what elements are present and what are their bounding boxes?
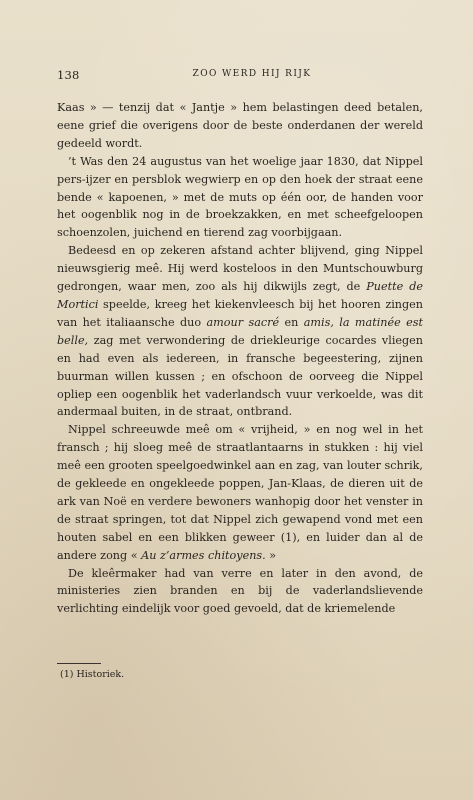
italic-text: Au z’armes chitoyens. (141, 548, 266, 562)
italic-text: Puette de Mortici (57, 280, 423, 311)
paragraph-text: ’t Was den 24 augustus van het woelige jaar 1830, dat Nippel pers-ijzer en persblok wegwierp en op den hoek der straat eene bende « kapoenen, » met de muts op één oor, de handen voor het oogenblik nog in de broekzakken, en met scheefgeloopen schoenzolen, juichend en tierend zag voorbijgaan. (57, 154, 423, 240)
paragraph (57, 421, 423, 564)
page-header (57, 68, 423, 84)
paragraph (57, 242, 423, 421)
running-title: ZOO WERD HIJ RIJK (192, 69, 312, 79)
page-number: 138 (57, 68, 80, 82)
footnote: (1) Historiek. (60, 669, 125, 680)
paragraph-text: Kaas » — tenzij dat « Jantje » hem belastingen deed betalen, eene grief die overigens door de beste onderdanen der wereld gedeeld wordt. (57, 101, 423, 150)
italic-text: amis, la matinée est belle, (57, 315, 423, 347)
paragraph-text: » (265, 548, 277, 562)
paragraph (57, 565, 423, 619)
italic-text: amour sacré (206, 315, 280, 329)
paragraph (57, 99, 423, 153)
paragraph-text: en (279, 315, 304, 329)
body-text (57, 99, 423, 618)
footnote-divider (57, 663, 101, 664)
paragraph (57, 153, 423, 243)
paragraph-text: Nippel schreeuwde meê om « vrijheid, » en nog wel in het fransch ; hij sloeg meê de straatlantaarns in stukken : hij viel meê een grooten speelgoedwinkel aan en zag, van louter schrik, de gekleede en ongekleede poppen, Jan-Klaas, de dieren uit de ark van Noë en verdere bewoners wanhopig door het venster in de straat springen, tot dat Nippel zich gewapend vond met een houten sabel en een blikken geweer (1), en luider dan al de andere zong « (57, 423, 423, 562)
paragraph-text: zag met verwondering de driekleurige cocardes vliegen en had even als iedereen, in fransche begeestering, zijnen buurman willen kussen ; en ofschoon de oorveeg die Nippel opliep een oogenblik het vaderlandsch vuur verkoelde, was dit andermaal buiten, in de straat, ontbrand. (57, 333, 423, 419)
paragraph-text: speelde, kreeg het kiekenvleesch bij het hooren zingen van het italiaansche duo (57, 297, 423, 329)
paragraph-text: De kleêrmaker had van verre en later in den avond, de ministeries zien branden en bij de vaderlandslievende verlichting eindelijk voor goed gevoeld, dat de kriemelende (57, 566, 423, 616)
paragraph-text: Bedeesd en op zekeren afstand achter blijvend, ging Nippel nieuwsgierig meê. Hij werd kosteloos in den Muntschouwburg gedrongen, waar men, zoo als hij dikwijls zegt, de (57, 244, 423, 294)
